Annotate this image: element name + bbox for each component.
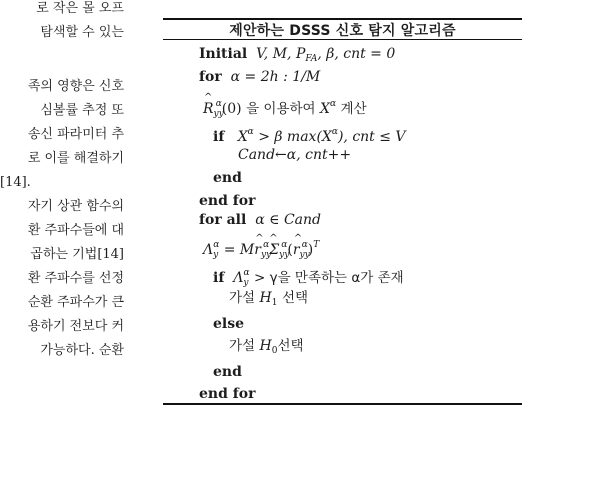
- if2-lambda: Λ: [233, 270, 244, 286]
- h1-symbol: H: [259, 290, 272, 306]
- if-expr-mid: > β max(X: [253, 129, 332, 145]
- estimate-line: [203, 95, 367, 123]
- keyword-end-for: end for: [199, 193, 256, 209]
- bottom-rule: [163, 403, 522, 405]
- keyword-end-for-2: end for: [199, 386, 256, 402]
- paragraph-line: 용하기 전보다 커: [27, 319, 124, 334]
- for-all-line: [199, 211, 321, 229]
- lambda-line: $\Lambda_y^\alpha$ = M^ $r_{yy}^\alpha\^{}$ $\Sigma_{yy}^\alpha(\^{}$ $r_{yy}^\alpha)^T$: [203, 236, 319, 264]
- keyword-for-all: for all: [199, 212, 247, 228]
- keyword-if: if: [213, 129, 225, 145]
- paragraph-line: 순환 주파수가 큰: [27, 295, 124, 310]
- keyword-end-2: end: [213, 364, 242, 380]
- paragraph-line: 가능하다. 순환: [40, 343, 124, 358]
- keyword-if-2: if: [213, 270, 225, 286]
- keyword-for: for: [199, 69, 222, 85]
- initial-line: [199, 45, 395, 68]
- h0-sub: 0: [271, 346, 278, 356]
- keyword-initial: Initial: [199, 46, 248, 62]
- h0-select: 선택: [277, 338, 304, 354]
- r-sub: yy: [213, 109, 224, 119]
- paragraph-line: 탐색할 수 있는: [40, 25, 124, 40]
- if2-condition: > γ을 만족하는 α가 존재: [254, 270, 404, 286]
- cand-line: [238, 146, 351, 164]
- lambda-symbol: Λ: [203, 242, 214, 258]
- paragraph-line: [14].: [0, 175, 31, 190]
- r-argument: (0): [221, 101, 242, 117]
- paragraph-line: 송신 파라미터 추: [27, 127, 124, 142]
- for-expression: α = 2h : 1/M: [230, 69, 321, 85]
- x-sup: α: [330, 99, 337, 109]
- calc-text: 계산: [340, 101, 367, 117]
- h1-label: 가설: [229, 290, 256, 306]
- if-expr-x: X: [237, 129, 248, 145]
- initial-vars: V, M, P: [256, 46, 306, 62]
- h1-select: 선택: [281, 290, 309, 306]
- lambda-eq: = M: [219, 242, 255, 258]
- paragraph-line: 자기 상관 함수의: [27, 199, 124, 214]
- if2-line: if $\Lambda_y^\alpha > \gamma$을 만족하는 α가 존재: [213, 268, 404, 288]
- h1-sub: 1: [271, 298, 278, 308]
- left-column-text: [0, 0, 124, 420]
- initial-rest: , β, cnt = 0: [317, 46, 396, 62]
- initial-sub: FA: [305, 54, 318, 64]
- transpose-mark: T: [313, 240, 320, 250]
- use-text: 을 이용하여: [246, 101, 316, 117]
- title-rule: [163, 39, 522, 40]
- paragraph-line: 로 작은 몰 오프: [36, 1, 124, 16]
- paragraph-line: 로 이를 해결하기: [27, 151, 124, 166]
- h0-line: [229, 337, 304, 360]
- paragraph-line: 족의 영향은 신호: [27, 79, 124, 94]
- keyword-else: else: [213, 316, 245, 332]
- h0-label: 가설: [229, 338, 256, 354]
- if-expr-tail: ), cnt ≤ V: [337, 129, 406, 145]
- h1-line: [229, 289, 308, 312]
- keyword-end: end: [213, 170, 242, 186]
- end-if-line: [213, 169, 242, 187]
- paragraph-line: 환 주파수들에 대: [27, 223, 124, 238]
- if-line: if $X^\alpha > \beta$ $\max(X^\alpha)$, cnt ≤ V: [213, 127, 406, 145]
- for-line: [199, 68, 320, 86]
- x-symbol: X: [320, 101, 331, 117]
- paragraph-line: 환 주파수를 선정: [27, 271, 124, 286]
- sigma-symbol: ^ Σ: [269, 241, 279, 259]
- algorithm-title: 제안하는 DSSS 신호 탐지 알고리즘: [229, 23, 456, 39]
- paragraph-line: 심볼률 추정 또: [40, 103, 124, 118]
- end-for-line-2: [199, 385, 256, 403]
- end-for-line: [199, 192, 256, 210]
- h0-symbol: H: [259, 338, 272, 354]
- paragraph-line: 곱하는 기법[14]: [30, 247, 124, 262]
- cand-assignment: Cand←α, cnt++: [238, 147, 352, 163]
- r-sup: α: [215, 99, 222, 109]
- for-all-expression: α ∈ Cand: [255, 212, 321, 228]
- else-line: [213, 315, 244, 333]
- end-if2-line: [213, 363, 242, 381]
- r-symbol: ^ R: [203, 100, 214, 118]
